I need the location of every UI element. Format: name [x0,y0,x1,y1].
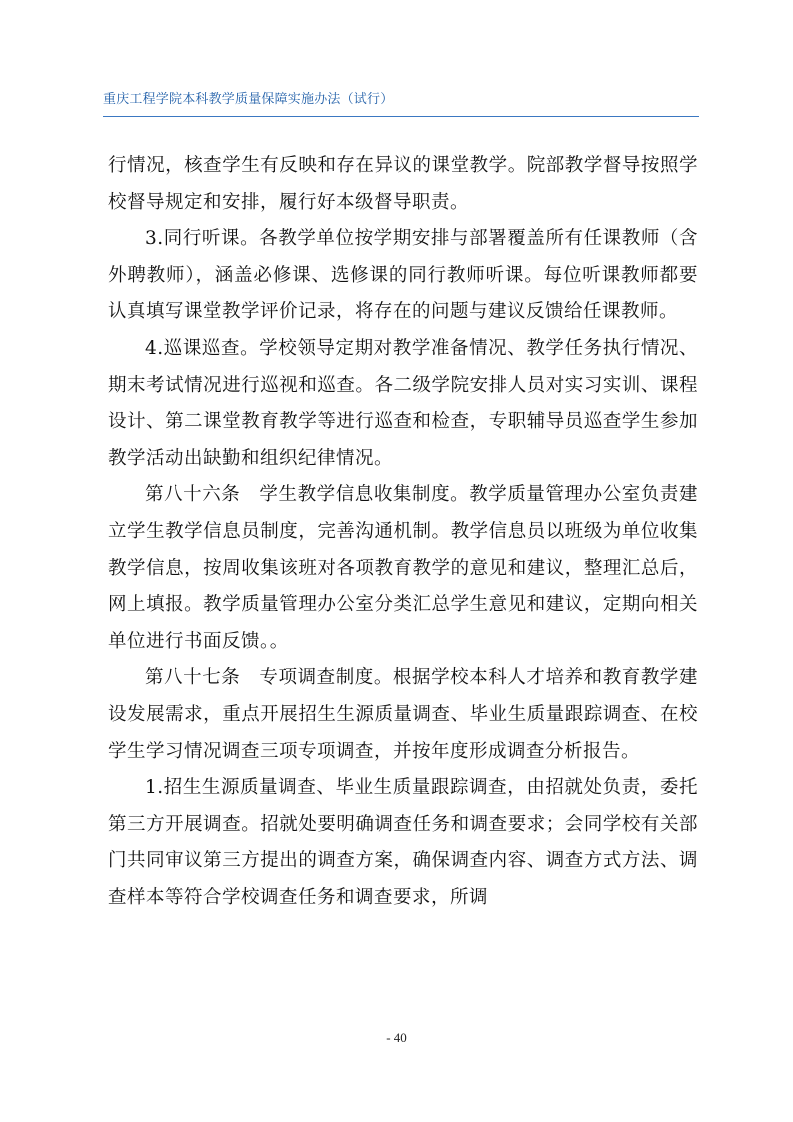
paragraph-patrol-inspection: 4.巡课巡查。学校领导定期对教学准备情况、教学任务执行情况、期末考试情况进行巡视和巡查。各二级学院安排人员对实习实训、课程设计、第二课堂教育教学等进行巡查和检查，专职辅导员巡查学生参加教学活动出缺勤和组织纪律情况。 [108,337,698,469]
paragraph-article-86: 第八十六条 学生教学信息收集制度。教学质量管理办公室负责建立学生教学信息员制度，完善沟通机制。教学信息员以班级为单位收集教学信息，按周收集该班对各项教育教学的意见和建议，整理汇总后，网上填报。教学质量管理办公室分类汇总学生意见和建议，定期向相关单位进行书面反馈。。 [108,484,698,652]
page-header [103,92,699,117]
paragraph-survey-item-1: 1.招生生源质量调查、毕业生质量跟踪调查，由招就处负责，委托第三方开展调查。招就处要明确调查任务和调查要求；会同学校有关部门共同审议第三方提出的调查方案，确保调查内容、调查方式方法、调查样本等符合学校调查任务和调查要求，所调 [108,777,698,908]
page-number: - 40 [386,1030,407,1045]
header-divider [103,116,699,117]
paragraph-continuation: 行情况，核查学生有反映和存在异议的课堂教学。院部教学督导按照学校督导规定和安排，履行好本级督导职责。 [108,155,698,213]
paragraph-peer-observation: 3.同行听课。各教学单位按学期安排与部署覆盖所有任课教师（含外聘教师），涵盖必修课、选修课的同行教师听课。每位听课教师都要认真填写课堂教学评价记录，将存在的问题与建议反馈给任课教师。 [108,228,698,323]
document-title: 重庆工程学院本科教学质量保障实施办法（试行） [103,92,394,107]
paragraph-article-87: 第八十七条 专项调查制度。根据学校本科人才培养和教育教学建设发展需求，重点开展招生生源质量调查、毕业生质量跟踪调查、在校学生学习情况调查三项专项调查，并按年度形成调查分析报告。 [108,667,698,762]
document-body [108,148,698,916]
